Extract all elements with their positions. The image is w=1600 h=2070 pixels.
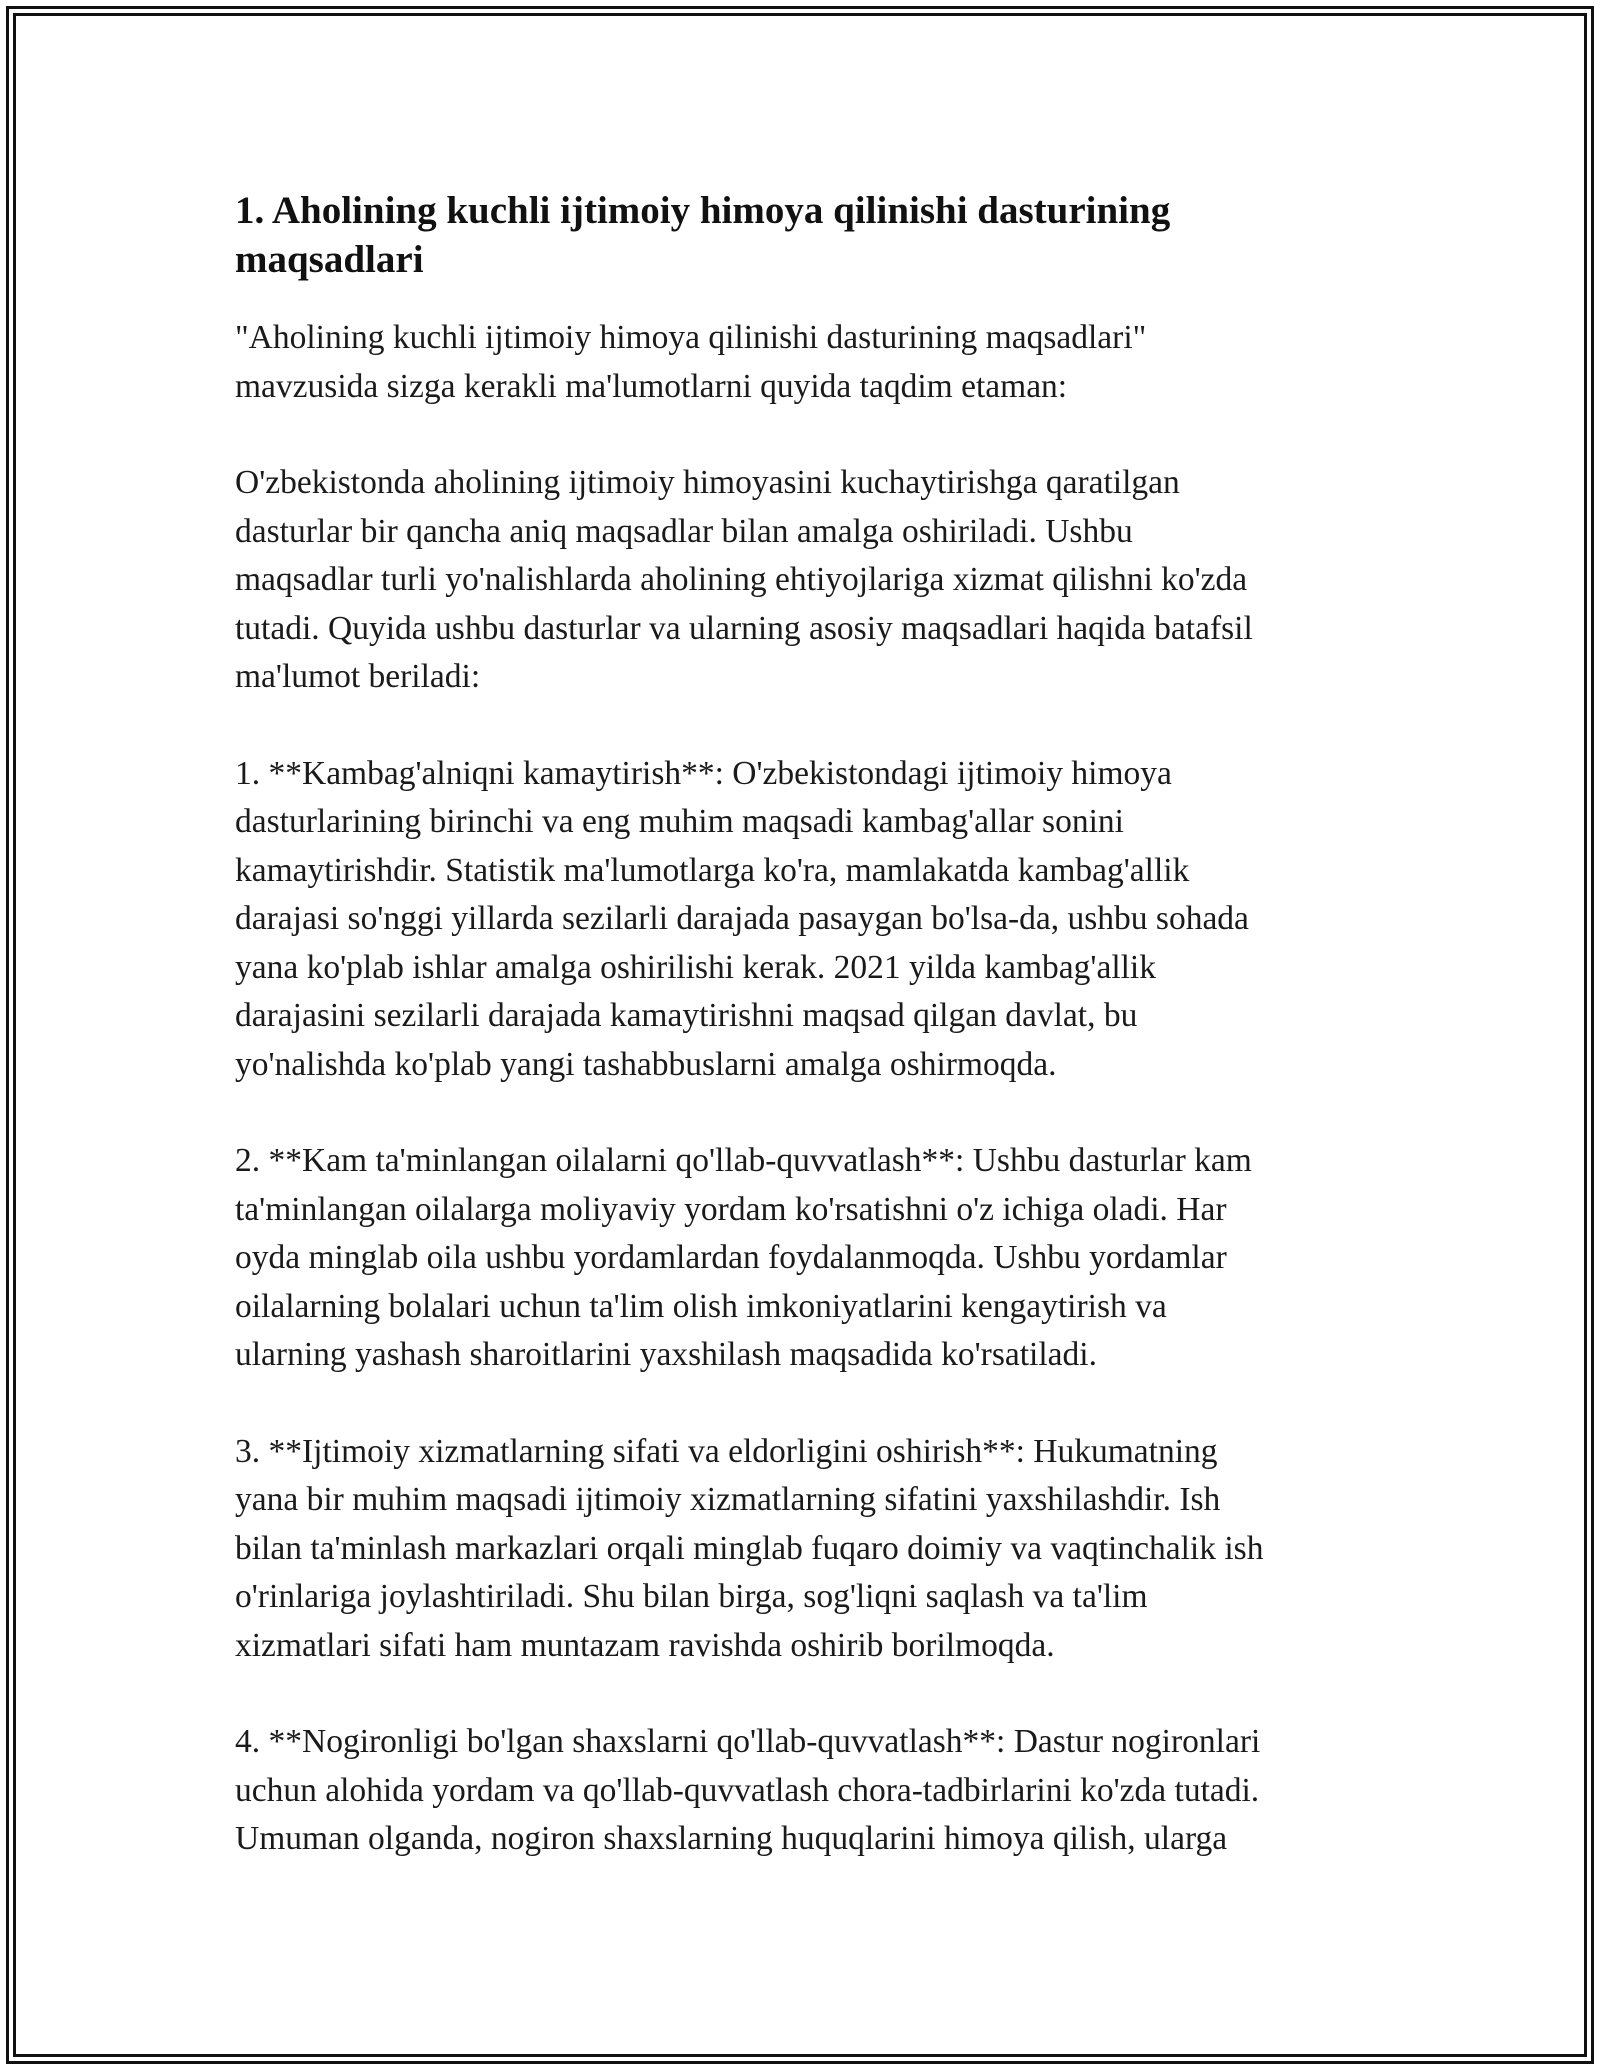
context-paragraph: O'zbekistonda aholining ijtimoiy himoyasini kuchaytirishga qaratilgan dasturlar bir qancha aniq maqsadlar bilan amalga oshiriladi. Ushbu maqsadlar turli yo'nalishlarda aholining ehtiyojlariga xizmat qilishni ko'zda tutadi. Quyida ushbu dasturlar va ularning asosiy maqsadlari haqida batafsil ma'lumot beriladi: — [235, 464, 1253, 695]
document-title: 1. Aholining kuchli ijtimoiy himoya qilinishi dasturining maqsadlari — [235, 189, 1171, 281]
goal-2-paragraph: 2. **Kam ta'minlangan oilalarni qo'llab-quvvatlash**: Ushbu dasturlar kam ta'minlangan oilalarga moliyaviy yordam ko'rsatishni o'z ichiga oladi. Har oyda minglab oila ushbu yordamlardan foydalanmoqda. Ushbu yordamlar oilalarning bolalari uchun ta'lim olish imkoniyatlarini kengaytirish va ularning yashash sharoitlarini yaxshilash maqsadida ko'rsatiladi. — [235, 1142, 1252, 1373]
goal-3-paragraph: 3. **Ijtimoiy xizmatlarning sifati va eldorligini oshirish**: Hukumatning yana bir muhim maqsadi ijtimoiy xizmatlarning sifatini yaxshilashdir. Ish bilan ta'minlash markazlari orqali minglab fuqaro doimiy va vaqtinchalik ish o'rinlariga joylashtiriladi. Shu bilan birga, sog'liqni saqlash va ta'lim xizmatlari sifati ham muntazam ravishda oshirib borilmoqda. — [235, 1432, 1264, 1664]
goal-1-paragraph: 1. **Kambag'alniqni kamaytirish**: O'zbekistondagi ijtimoiy himoya dasturlarining birinchi va eng muhim maqsadi kambag'allar sonini kamaytirishdir. Statistik ma'lumotlarga ko'ra, mamlakatda kambag'allik darajasi so'nggi yillarda sezilarli darajada pasaygan bo'lsa-da, ushbu sohada yana ko'plab ishlar amalga oshirilishi kerak. 2021 yilda kambag'allik darajasini sezilarli darajada kamaytirishni maqsad qilgan davlat, bu yo'nalishda ko'plab yangi tashabbuslarni amalga oshirmoqda. — [235, 754, 1249, 1083]
intro-paragraph: "Aholining kuchli ijtimoiy himoya qilinishi dasturining maqsadlari" mavzusida sizga kerakli ma'lumotlarni quyida taqdim etaman: — [235, 319, 1147, 405]
goal-4-paragraph: 4. **Nogironligi bo'lgan shaxslarni qo'llab-quvvatlash**: Dastur nogironlari uchun alohida yordam va qo'llab-quvvatlash chora-tadbirlarini ko'zda tutadi. Umuman olganda, nogiron shaxslarning huquqlarini himoya qilish, ularga — [235, 1723, 1261, 1857]
document-body — [235, 186, 1365, 1912]
